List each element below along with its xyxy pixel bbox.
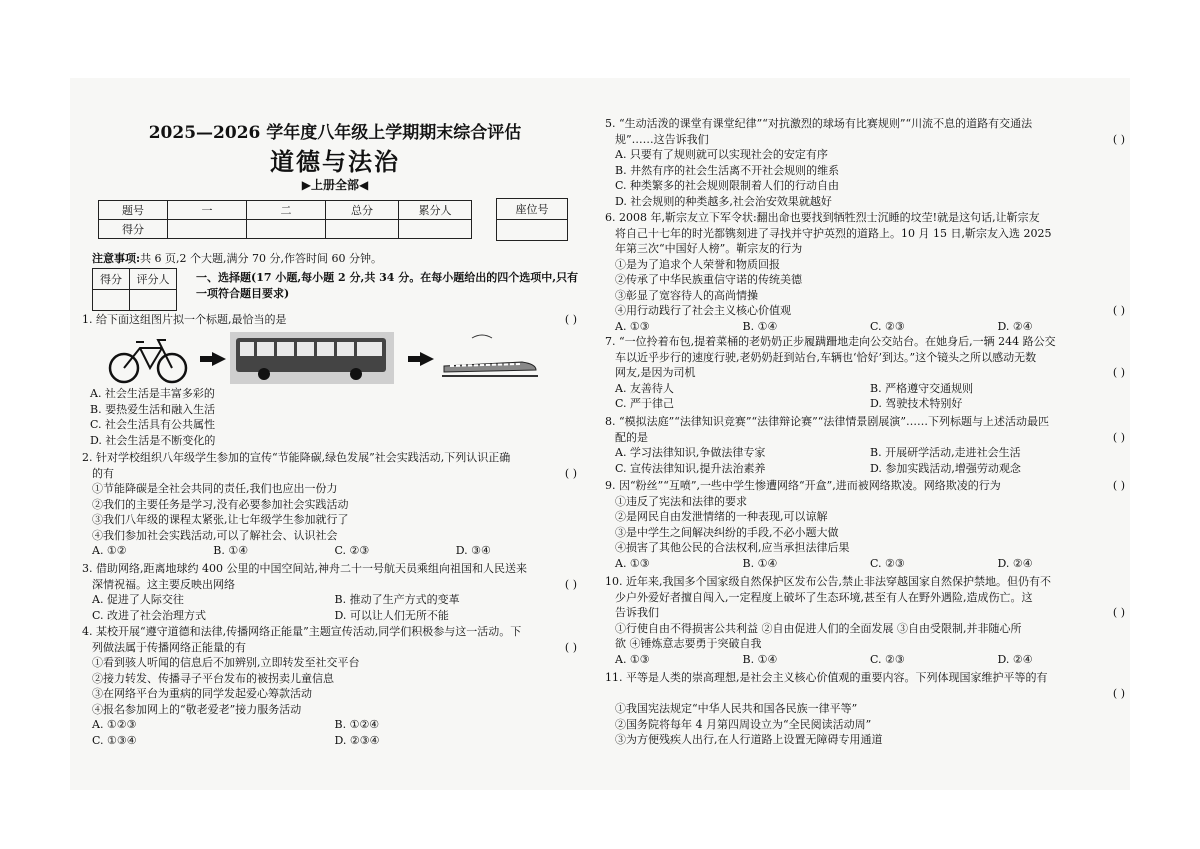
question-stem: 3. 借助网络,距离地球约 400 公里的中国空间站,神舟二十一号航天员乘组向祖国和人民送来 [82, 562, 527, 575]
option[interactable]: A. 只要有了规则就可以实现社会的安定有序 [615, 148, 828, 161]
statement: ②接力转发、传播寻子平台发布的被拐卖儿童信息 [92, 671, 334, 685]
question-stem: 配的是 [615, 430, 648, 444]
statement: ①看到骇人听闻的信息后不加辨别,立即转发至社交平台 [92, 656, 360, 669]
statement: ③为方便残疾人出行,在人行道路上设置无障碍专用通道 [615, 733, 883, 746]
statement: ①节能降碳是全社会共同的责任,我们也应出一份力 [92, 482, 338, 495]
question-1 [82, 312, 577, 328]
score-cell: 总分 [326, 201, 399, 220]
question-stem: 6. 2008 年,靳宗友立下军令状:翻出命也要找到牺牲烈士沉睡的坟茔!就是这句话,让靳宗友 [605, 211, 1040, 224]
question-stem: 规”……这告诉我们 [615, 132, 709, 146]
option[interactable]: C. 种类繁多的社会规则限制着人们的行动自由 [615, 179, 840, 192]
score-cell: 一 [168, 201, 247, 220]
question-stem: 告诉我们 [615, 606, 659, 619]
statement: ②我们的主要任务是学习,没有必要参加社会实践活动 [92, 497, 349, 511]
statement: ①行使自由不得损害公共利益 ②自由促进人们的全面发展 ③自由受限制,并非随心所 [615, 621, 1022, 635]
option[interactable]: D. ②④ [997, 556, 1033, 570]
question-stem: 7. “一位拎着布包,提着菜桶的老奶奶正步履蹒跚地走向公交站台。在她身后,一辆 244 路公交 [605, 335, 1056, 348]
statement: ③在网络平台为重病的同学发起爱心筹款活动 [92, 687, 312, 700]
scope-label: ▶上册全部◀ [301, 178, 369, 192]
option[interactable]: B. 开展研学活动,走进社会生活 [870, 446, 1021, 459]
option[interactable]: A. 促进了人际交往 [92, 593, 184, 606]
option[interactable]: B. ①④ [213, 544, 249, 557]
answer-bracket: ( ) [564, 640, 577, 654]
grader-cell: 得分 [93, 269, 130, 290]
option[interactable]: A. 友善待人 [615, 381, 674, 395]
statement: ①违反了宪法和法律的要求 [615, 494, 747, 508]
question-10 [605, 574, 1125, 667]
statement: ③彰显了宽容待人的高尚情操 [615, 288, 758, 302]
option[interactable]: C. ②③ [870, 652, 905, 666]
question-1-options [90, 386, 570, 448]
statement: ①是为了追求个人荣誉和物质回报 [615, 257, 780, 271]
bicycle-icon [108, 336, 188, 384]
option[interactable]: A. 社会生活是丰富多彩的 [90, 387, 215, 400]
question-stem: 10. 近年来,我国多个国家级自然保护区发布公告,禁止非法穿越国家自然保护禁地。但仍有不 [605, 575, 1051, 588]
option[interactable]: B. 严格遵守交通规则 [870, 381, 974, 395]
question-stem: 2. 针对学校组织八年级学生参加的宣传“节能降碳,绿色发展”社会实践活动,下列认识正确 [82, 451, 511, 464]
answer-bracket: ( ) [1112, 430, 1125, 444]
question-stem: 的有 [92, 466, 114, 480]
statement: ④我们参加社会实践活动,可以了解社会、认识社会 [92, 528, 338, 542]
question-stem: 4. 某校开展“遵守道德和法律,传播网络正能量”主题宣传活动,同学们积极参与这一活动。下 [82, 625, 522, 638]
option[interactable]: C. 严于律己 [615, 397, 675, 410]
statement: 欲 ④锤炼意志要勇于突破自我 [615, 637, 762, 650]
grader-blank [93, 290, 130, 311]
score-cell: 累分人 [399, 201, 472, 220]
question-stem: 少户外爱好者擅自闯入,一定程度上破坏了生态环境,甚至有人在野外遇险,造成伤亡。这 [615, 590, 1033, 604]
answer-bracket: ( ) [564, 313, 577, 326]
question-stem: 深情祝福。这主要反映出网络 [92, 577, 235, 591]
question-8 [605, 414, 1125, 476]
option[interactable]: B. ①④ [742, 556, 778, 570]
score-cell: 二 [247, 201, 326, 220]
statement: ③我们八年级的课程太紧张,让七年级学生参加就行了 [92, 513, 349, 526]
statement: ④报名参加网上的“敬老爱老”接力服务活动 [92, 702, 302, 716]
statement: ②是网民自由发泄情绪的一种表现,可以谅解 [615, 510, 828, 523]
option[interactable]: B. ①④ [742, 652, 778, 666]
score-blank [247, 220, 326, 239]
score-cell: 题号 [99, 201, 168, 220]
option[interactable]: A. ①③ [615, 556, 650, 570]
option[interactable]: B. 井然有序的社会生活离不开社会规则的维系 [615, 163, 840, 177]
seat-blank [497, 220, 568, 241]
grader-cell: 评分人 [130, 269, 177, 290]
seat-label: 座位号 [497, 199, 568, 220]
exam-sheet [70, 78, 1130, 790]
answer-bracket: ( ) [1112, 304, 1125, 317]
q1-pictures [108, 328, 528, 388]
question-11 [605, 670, 1125, 748]
answer-bracket: ( ) [564, 577, 577, 591]
question-stem: 列做法属于传播网络正能量的有 [92, 640, 246, 654]
grader-table [92, 268, 177, 311]
question-stem: 车以近乎步行的速度行驶,老奶奶赶到站台,车辆也‘恰好’到达。”这个镜头之所以感动无数 [615, 350, 1037, 364]
option[interactable]: B. ①②④ [334, 718, 380, 731]
option[interactable]: C. ②③ [870, 556, 905, 570]
question-5 [605, 116, 1125, 209]
seat-table [496, 198, 568, 241]
question-stem: 11. 平等是人类的崇高理想,是社会主义核心价值观的重要内容。下列体现国家维护平等的有 [605, 671, 1048, 684]
question-7 [605, 334, 1125, 412]
option[interactable]: D. 社会规则的种类越多,社会治安效果就越好 [615, 194, 832, 208]
score-cell: 得分 [99, 220, 168, 239]
option[interactable]: D. 可以让人们无所不能 [334, 608, 449, 622]
statement: ④用行动践行了社会主义核心价值观 [615, 304, 791, 317]
answer-bracket: ( ) [564, 466, 577, 480]
statement: ①我国宪法规定“中华人民共和国各民族一律平等” [615, 702, 858, 715]
option[interactable]: B. ①④ [742, 319, 778, 333]
question-3 [82, 561, 577, 623]
question-stem: 年第三次“中国好人榜”。靳宗友的行为 [615, 242, 803, 255]
option[interactable]: A. ①② [92, 544, 127, 557]
train-icon [442, 332, 538, 382]
question-9 [605, 478, 1125, 571]
subject-title: 道德与法治 [270, 147, 400, 176]
score-blank [326, 220, 399, 239]
arrow-icon [420, 352, 434, 366]
option[interactable]: D. 参加实践活动,增强劳动观念 [870, 461, 1021, 475]
option[interactable]: A. ①②③ [92, 718, 137, 731]
answer-bracket: ( ) [1112, 479, 1125, 492]
option[interactable]: A. ①③ [615, 319, 650, 333]
score-table [98, 200, 472, 239]
option[interactable]: B. 要热爱生活和融入生活 [90, 402, 216, 416]
question-stem: 网友,是因为司机 [615, 366, 696, 379]
notice-label: 注意事项: [92, 252, 141, 265]
section-heading: 一、选择题(17 小题,每小题 2 分,共 34 分。在每小题给出的四个选项中,只有一项符合题目要求) [196, 271, 579, 300]
option[interactable]: A. 学习法律知识,争做法律专家 [615, 446, 766, 459]
option[interactable]: C. ①③④ [92, 733, 137, 747]
statement: ②国务院将每年 4 月第四周设立为“全民阅读活动周” [615, 717, 872, 731]
option[interactable]: D. 社会生活是不断变化的 [90, 433, 216, 447]
question-stem: 将自己十七年的时光都镌刻进了寻找并守护英烈的道路上。10 月 15 日,靳宗友入选 2025 [615, 226, 1052, 240]
statement: ④损害了其他公民的合法权利,应当承担法律后果 [615, 541, 850, 554]
statement: ②传承了中华民族重信守诺的传统美德 [615, 273, 802, 286]
option[interactable]: C. 社会生活具有公共属性 [90, 418, 216, 431]
score-blank [399, 220, 472, 239]
option[interactable]: D. ②④ [997, 652, 1033, 666]
question-stem: 8. “模拟法庭”“法律知识竞赛”“法律辩论赛”“法律情景剧展演”……下列标题与上述活动最匹 [605, 415, 1049, 428]
exam-title: 2025—2026 学年度八年级上学期期末综合评估 [148, 123, 522, 143]
question-2 [82, 450, 577, 559]
statement: ③是中学生之间解决纠纷的手段,不必小题大做 [615, 525, 839, 539]
grader-blank [130, 290, 177, 311]
question-6 [605, 210, 1125, 334]
option[interactable]: A. ①③ [615, 652, 650, 666]
question-stem: 9. 因“粉丝”“互喷”,一些中学生惨遭网络“开盒”,进而被网络欺凌。网络欺凌的行为 [605, 479, 1001, 492]
option[interactable]: D. ②④ [997, 319, 1033, 333]
option[interactable]: D. ②③④ [334, 733, 380, 747]
answer-bracket: ( ) [1112, 132, 1125, 146]
bus-icon [230, 332, 394, 384]
option[interactable]: C. 宣传法律知识,提升法治素养 [615, 461, 766, 475]
option[interactable]: C. ②③ [334, 544, 370, 557]
answer-bracket: ( ) [1112, 686, 1125, 700]
answer-bracket: ( ) [1112, 366, 1125, 379]
option[interactable]: D. ③④ [455, 544, 491, 557]
question-stem: 5. “生动活泼的课堂有课堂纪律”“对抗激烈的球场有比赛规则”“川流不息的道路有交通法 [605, 117, 1033, 130]
option[interactable]: C. 改进了社会治理方式 [92, 608, 207, 622]
option[interactable]: D. 驾驶技术特别好 [870, 397, 963, 410]
option[interactable]: B. 推动了生产方式的变革 [334, 593, 460, 606]
score-blank [168, 220, 247, 239]
notice-text: 共 6 页,2 个大题,满分 70 分,作答时间 60 分钟。 [140, 252, 383, 265]
option[interactable]: C. ②③ [870, 319, 905, 333]
question-stem: 1. 给下面这组图片拟一个标题,最恰当的是 [82, 313, 287, 326]
question-4 [82, 624, 577, 748]
answer-bracket: ( ) [1112, 606, 1125, 619]
notice [92, 250, 382, 266]
arrow-icon [212, 352, 226, 366]
